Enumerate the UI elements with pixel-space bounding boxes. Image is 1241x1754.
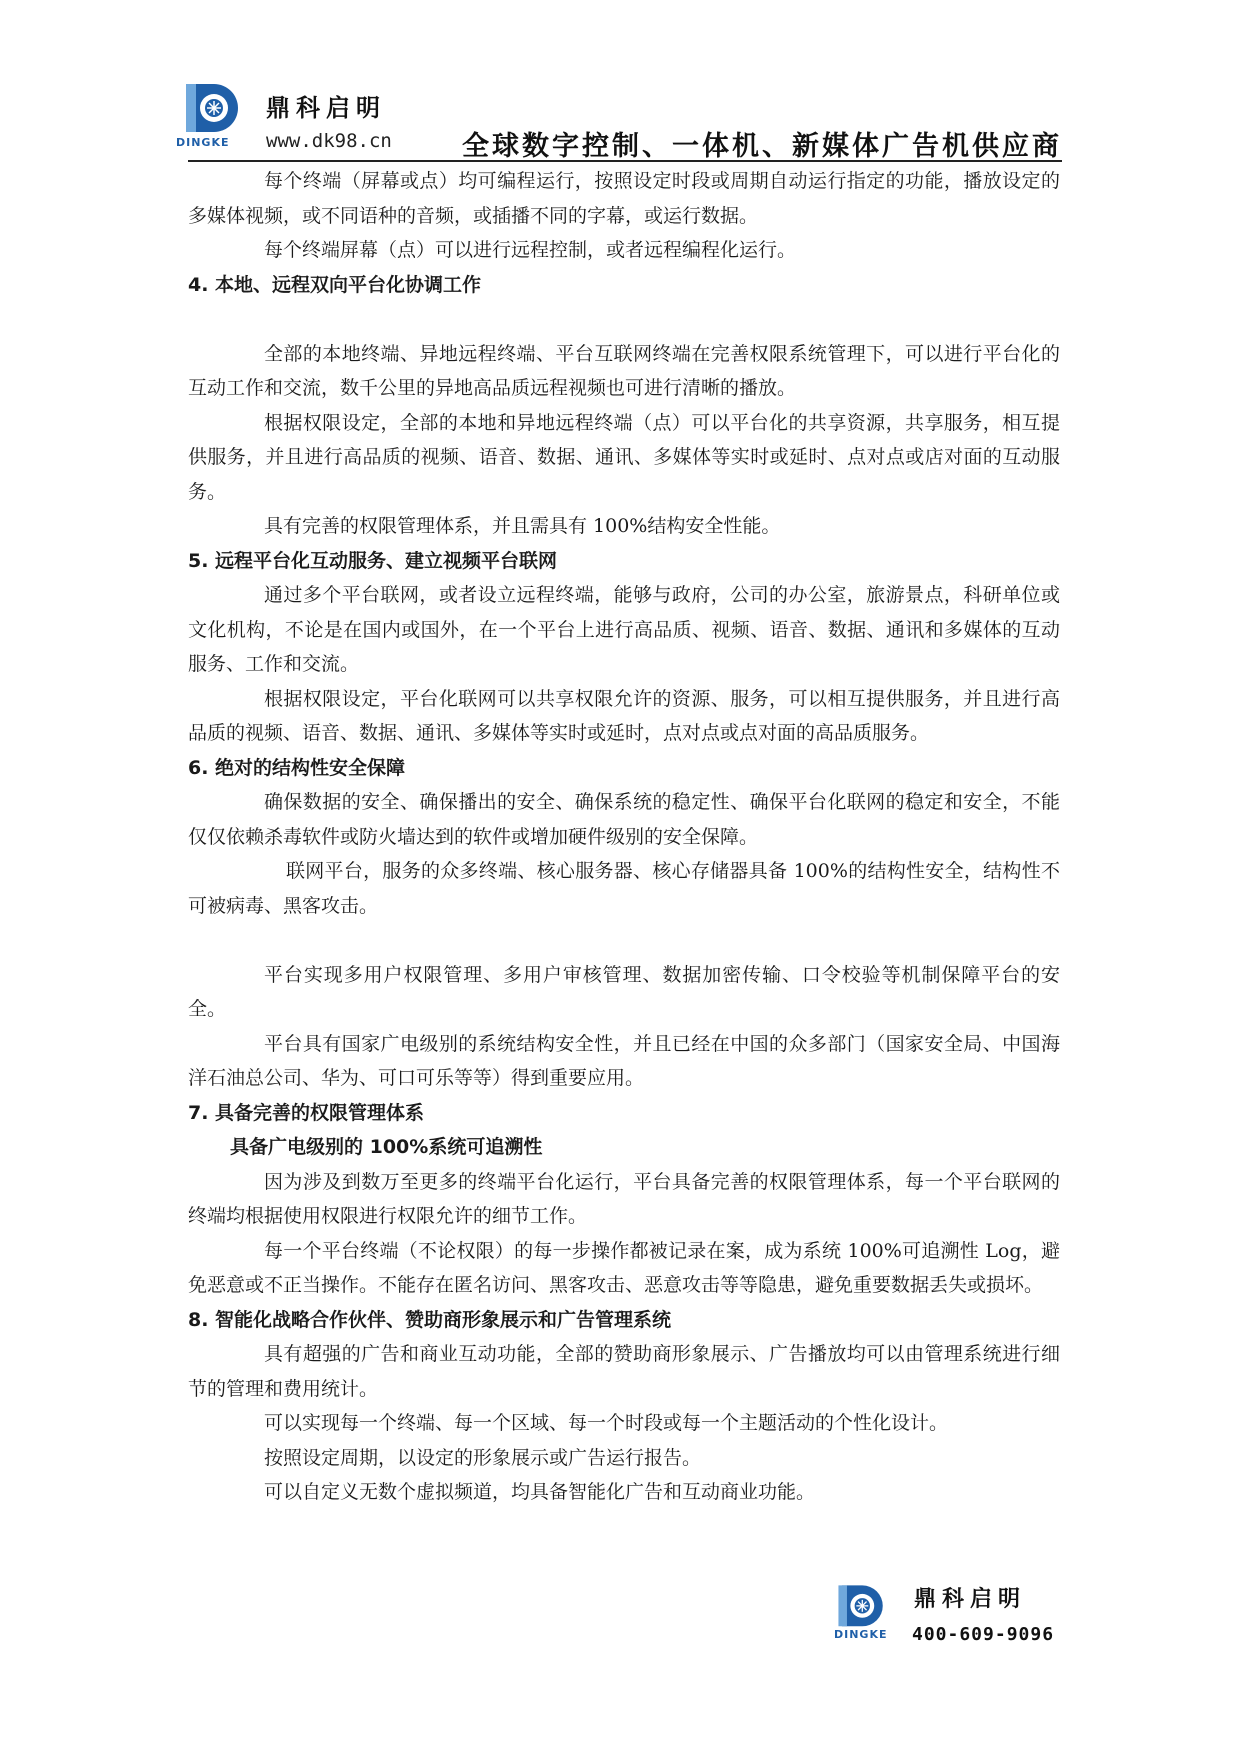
paragraph: 全部的本地终端、异地远程终端、平台互联网终端在完善权限系统管理下，可以进行平台化的互动工作和交流，数千公里的异地高品质远程视频也可进行清晰的播放。 bbox=[188, 342, 1060, 399]
header-brand-name: 鼎科启明 bbox=[266, 93, 386, 122]
paragraph: 具有完善的权限管理体系，并且需具有 100%结构安全性能。 bbox=[264, 515, 781, 537]
paragraph: 每个终端（屏幕或点）均可编程运行，按照设定时段或周期自动运行指定的功能，播放设定的多媒体视频，或不同语种的音频，或插播不同的字幕，或运行数据。 bbox=[188, 170, 1060, 227]
footer-brand-name: 鼎科启明 bbox=[914, 1586, 1027, 1612]
header-logo bbox=[176, 80, 254, 152]
paragraph: 每一个平台终端（不论权限）的每一步操作都被记录在案，成为系统 100%可追溯性 Log，避免恶意或不正当操作。不能存在匿名访问、黑客攻击、恶意攻击等等隐患，避免重要数据丢失或损坏。 bbox=[188, 1239, 1060, 1296]
header-logo-text: DINGKE bbox=[176, 136, 230, 149]
paragraph: 具有超强的广告和商业互动功能，全部的赞助商形象展示、广告播放均可以由管理系统进行细节的管理和费用统计。 bbox=[188, 1343, 1060, 1400]
footer-phone: 400-609-9096 bbox=[912, 1624, 1055, 1645]
paragraph: 每个终端屏幕（点）可以进行远程控制，或者远程编程化运行。 bbox=[264, 239, 797, 261]
paragraph: 平台实现多用户权限管理、多用户审核管理、数据加密传输、口令校验等机制保障平台的安全。 bbox=[188, 963, 1060, 1020]
dingke-logo-icon bbox=[184, 80, 248, 134]
paragraph: 按照设定周期，以设定的形象展示或广告运行报告。 bbox=[264, 1446, 702, 1469]
header-slogan: 全球数字控制、一体机、新媒体广告机供应商 bbox=[462, 131, 1062, 162]
paragraph: 确保数据的安全、确保播出的安全、确保系统的稳定性、确保平台化联网的稳定和安全，不能仅仅依赖杀毒软件或防火墙达到的软件或增加硬件级别的安全保障。 bbox=[188, 791, 1060, 848]
document-body bbox=[188, 164, 1060, 1510]
paragraph: 平台具有国家广电级别的系统结构安全性，并且已经在中国的众多部门（国家安全局、中国海洋石油总公司、华为、可口可乐等等）得到重要应用。 bbox=[188, 1032, 1060, 1089]
section-heading: 8. 智能化战略合作伙伴、赞助商形象展示和广告管理系统 bbox=[188, 1308, 672, 1331]
section-heading: 7. 具备完善的权限管理体系 bbox=[188, 1101, 425, 1124]
paragraph: 可以自定义无数个虚拟频道，均具备智能化广告和互动商业功能。 bbox=[264, 1481, 816, 1503]
section-heading: 6. 绝对的结构性安全保障 bbox=[188, 756, 406, 779]
blank-line bbox=[188, 302, 1060, 337]
section-heading: 4. 本地、远程双向平台化协调工作 bbox=[188, 273, 482, 296]
section-subheading: 具备广电级别的 100%系统可追溯性 bbox=[230, 1136, 543, 1158]
section-heading: 5. 远程平台化互动服务、建立视频平台联网 bbox=[188, 549, 558, 572]
blank-line bbox=[188, 923, 1060, 958]
dingke-logo-icon bbox=[836, 1582, 892, 1628]
paragraph: 联网平台，服务的众多终端、核心服务器、核心存储器具备 100%的结构性安全，结构性不可被病毒、黑客攻击。 bbox=[188, 860, 1060, 917]
paragraph: 根据权限设定，全部的本地和异地远程终端（点）可以平台化的共享资源，共享服务，相互提供服务，并且进行高品质的视频、语音、数据、通讯、多媒体等实时或延时、点对点或店对面的互动服务。 bbox=[188, 411, 1060, 503]
paragraph: 根据权限设定，平台化联网可以共享权限允许的资源、服务，可以相互提供服务，并且进行高品质的视频、语音、数据、通讯、多媒体等实时或延时，点对点或点对面的高品质服务。 bbox=[188, 687, 1060, 744]
page-header bbox=[176, 84, 1062, 162]
footer-logo bbox=[836, 1582, 1056, 1646]
paragraph: 可以实现每一个终端、每一个区域、每一个时段或每一个主题活动的个性化设计。 bbox=[264, 1412, 949, 1434]
footer-logo-text: DINGKE bbox=[834, 1628, 888, 1641]
header-website[interactable]: www.dk98.cn bbox=[266, 130, 392, 152]
paragraph: 因为涉及到数万至更多的终端平台化运行，平台具备完善的权限管理体系，每一个平台联网的终端均根据使用权限进行权限允许的细节工作。 bbox=[188, 1170, 1060, 1227]
paragraph: 通过多个平台联网，或者设立远程终端，能够与政府，公司的办公室，旅游景点，科研单位或文化机构，不论是在国内或国外，在一个平台上进行高品质、视频、语音、数据、通讯和多媒体的互动服务、工作和交流。 bbox=[188, 584, 1060, 675]
